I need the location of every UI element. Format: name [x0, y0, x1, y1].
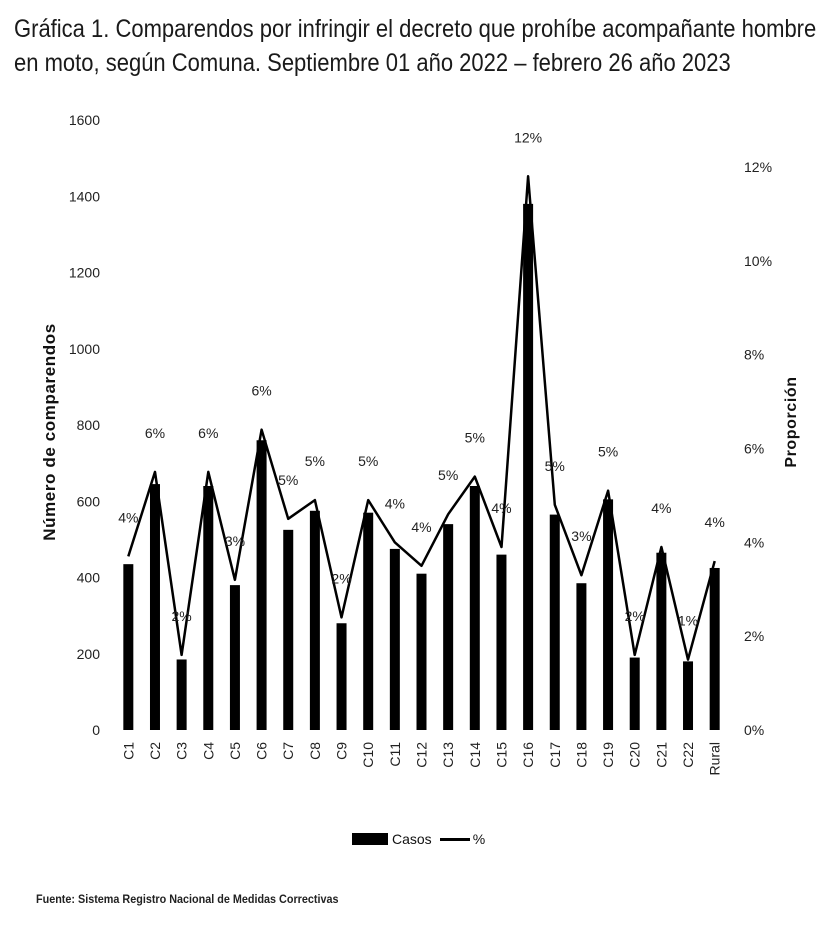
- y2-tick-label: 6%: [744, 440, 765, 457]
- x-tick-label-C1: C1: [120, 742, 137, 760]
- bar-C21: [656, 553, 666, 730]
- bar-C12: [417, 574, 427, 730]
- y-axis-left-label: Número de comparendos: [40, 323, 59, 541]
- data-label-C15: 4%: [491, 500, 512, 516]
- data-label-C20: 2%: [624, 607, 645, 624]
- y2-tick-label: 2%: [744, 628, 765, 645]
- source-note: Fuente: Sistema Registro Nacional de Medidas Correctivas: [36, 892, 339, 906]
- y2-tick-label: 0%: [744, 722, 765, 738]
- x-tick-label-C22: C22: [680, 742, 697, 768]
- bar-C2: [150, 484, 160, 730]
- bar-C22: [683, 661, 693, 730]
- x-tick-label-C20: C20: [626, 742, 643, 768]
- data-label-C10: 5%: [358, 453, 379, 470]
- bar-C16: [523, 204, 533, 730]
- bar-C14: [470, 486, 480, 730]
- data-label-C7: 5%: [278, 471, 299, 488]
- bar-C1: [123, 564, 133, 730]
- bar-C10: [363, 513, 373, 730]
- bar-C17: [550, 515, 560, 730]
- data-label-C22: 1%: [677, 612, 699, 629]
- y-tick-label: 1200: [68, 264, 100, 281]
- x-tick-label-C16: C16: [520, 742, 537, 768]
- x-tick-label-C8: C8: [306, 742, 323, 760]
- bar-C18: [576, 583, 586, 730]
- y-tick-label: 600: [76, 493, 100, 510]
- bar-C15: [496, 555, 506, 730]
- data-label-C9: 2%: [331, 570, 352, 587]
- x-tick-label-C12: C12: [413, 742, 430, 768]
- y-tick-label: 1400: [68, 188, 100, 205]
- x-tick-label-C10: C10: [360, 742, 377, 768]
- data-label-C1: 4%: [118, 509, 139, 526]
- data-label-C14: 5%: [464, 429, 485, 446]
- data-label-C3: 2%: [171, 607, 192, 624]
- chart-title-line-2: en moto, según Comuna. Septiembre 01 año 2022 – febrero 26 año 2023: [14, 49, 731, 77]
- x-tick-label-C2: C2: [146, 742, 163, 760]
- bar-C20: [630, 658, 640, 730]
- x-tick-label-C4: C4: [200, 742, 217, 760]
- bar-C7: [283, 530, 293, 730]
- data-label-C6: 6%: [251, 382, 272, 399]
- bar-C13: [443, 524, 453, 730]
- data-label-C2: 6%: [144, 424, 166, 441]
- data-label-C4: 6%: [198, 424, 219, 441]
- data-label-C12: 4%: [411, 518, 432, 535]
- bar-C8: [310, 511, 320, 730]
- y-tick-label: 200: [76, 645, 100, 662]
- x-tick-label-C18: C18: [573, 742, 590, 768]
- y-tick-label: 800: [76, 417, 100, 433]
- y-axis-right-label: Proporción: [783, 376, 800, 468]
- data-label-C5: 3%: [224, 532, 246, 549]
- legend-line-label: %: [472, 831, 486, 847]
- bar-C6: [257, 440, 267, 730]
- data-label-C11: 4%: [384, 495, 405, 512]
- data-label-C21: 4%: [651, 500, 672, 516]
- chart-title-line-1: Gráfica 1. Comparendos por infringir el decreto que prohíbe acompañante hombre: [14, 15, 817, 43]
- data-label-C16: 12%: [514, 129, 543, 146]
- bar-C9: [337, 623, 347, 730]
- data-label-Rural: 4%: [704, 514, 725, 531]
- x-tick-label-C19: C19: [600, 742, 617, 768]
- x-tick-label-C11: C11: [386, 742, 403, 767]
- x-tick-label-C14: C14: [466, 742, 483, 768]
- y2-tick-label: 10%: [744, 252, 773, 269]
- y-tick-label: 1600: [68, 112, 100, 128]
- y2-tick-label: 4%: [744, 534, 765, 551]
- x-tick-label-C17: C17: [546, 742, 563, 768]
- bar-C5: [230, 585, 240, 730]
- bar-Rural: [710, 568, 720, 730]
- data-label-C18: 3%: [571, 528, 592, 545]
- y2-tick-label: 8%: [744, 346, 765, 363]
- y2-tick-label: 12%: [744, 158, 773, 175]
- y-tick-label: 0: [92, 722, 100, 738]
- data-label-C17: 5%: [544, 457, 565, 474]
- legend-bar-swatch: [352, 833, 388, 845]
- x-tick-label-C15: C15: [493, 742, 510, 768]
- x-tick-label-C21: C21: [653, 742, 670, 768]
- x-tick-label-C6: C6: [253, 742, 270, 760]
- data-label-C13: 5%: [438, 467, 459, 484]
- x-tick-label-Rural: Rural: [706, 742, 723, 776]
- y-tick-label: 1000: [68, 340, 100, 357]
- x-tick-label-C13: C13: [440, 742, 457, 768]
- bar-C11: [390, 549, 400, 730]
- legend-line-swatch: [440, 838, 470, 841]
- legend: [352, 829, 485, 849]
- bar-C19: [603, 499, 613, 730]
- data-label-C19: 5%: [597, 443, 619, 460]
- x-tick-label-C5: C5: [226, 742, 243, 760]
- x-tick-label-C7: C7: [280, 742, 297, 760]
- bar-C4: [203, 486, 213, 730]
- x-tick-label-C3: C3: [173, 742, 190, 760]
- y-tick-label: 400: [76, 569, 100, 586]
- legend-bars-label: Casos: [392, 831, 432, 847]
- data-label-C8: 5%: [304, 453, 326, 470]
- bar-C3: [177, 659, 187, 730]
- x-tick-label-C9: C9: [333, 742, 350, 760]
